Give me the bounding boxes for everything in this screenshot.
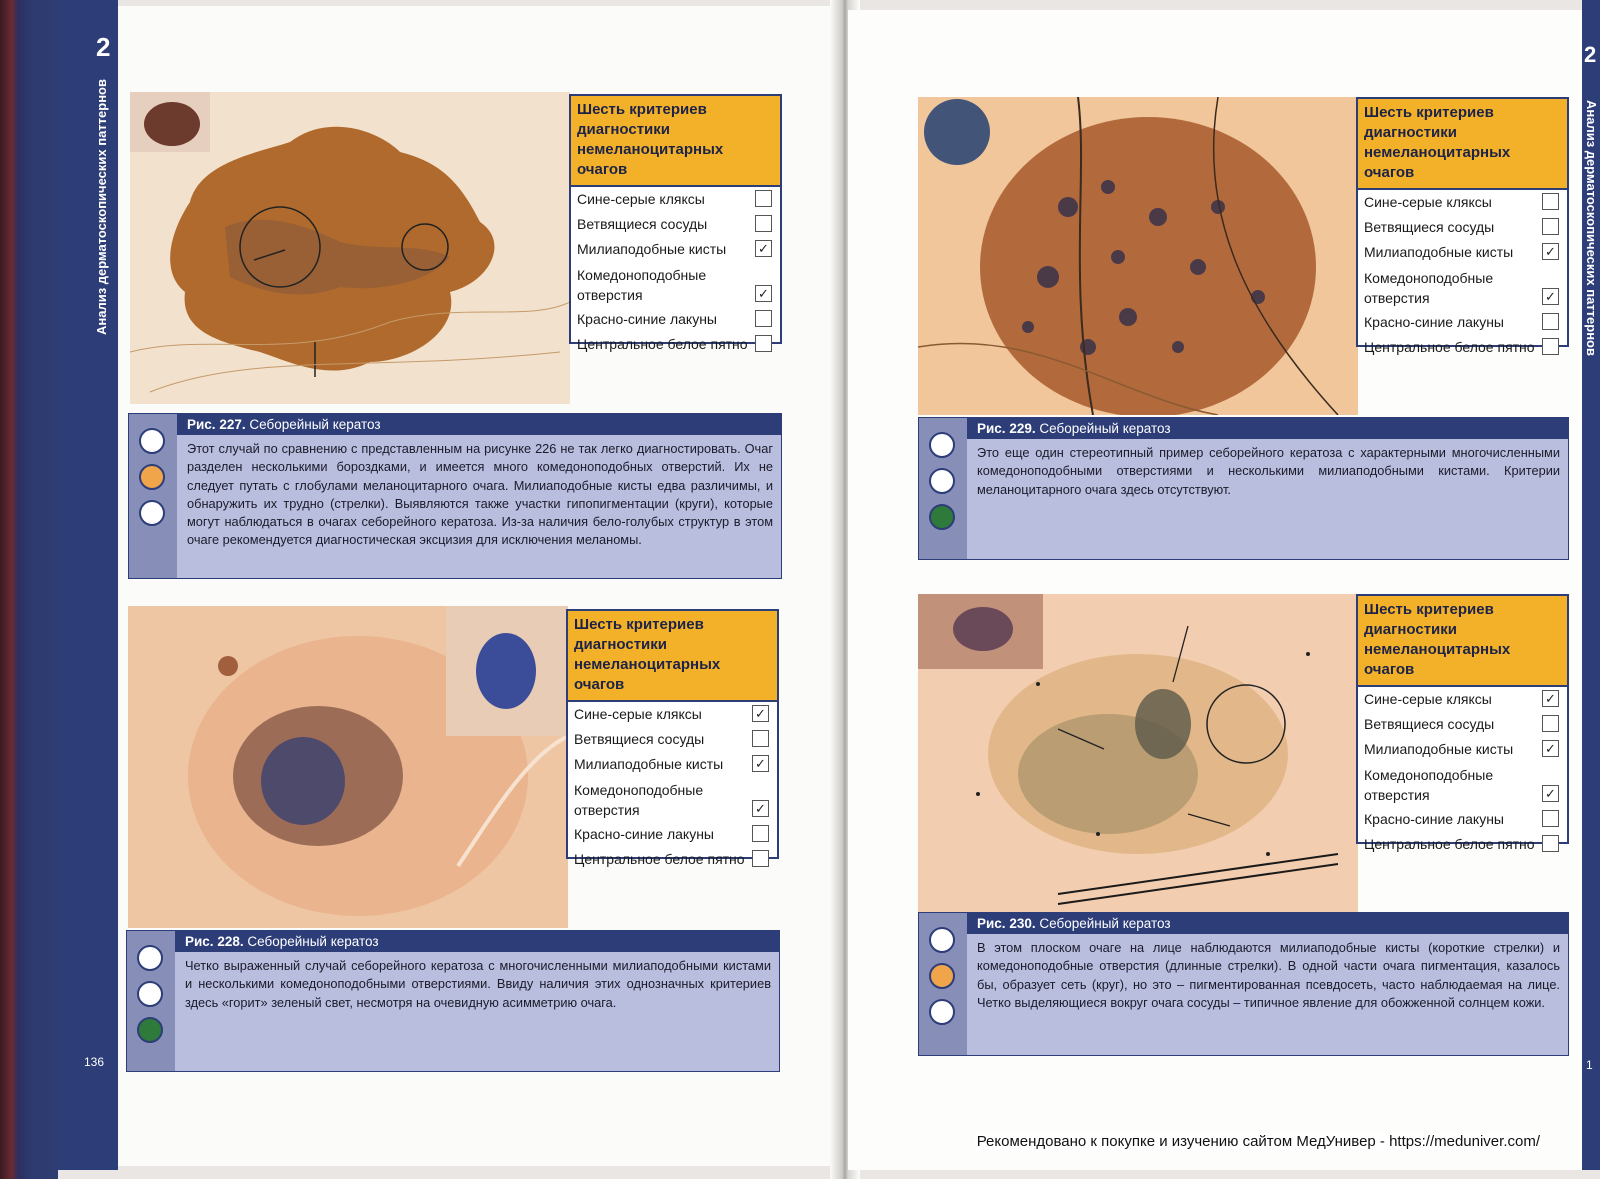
fig227-criteria-panel bbox=[569, 94, 782, 352]
empty-box-icon bbox=[755, 335, 772, 352]
fig229-photo bbox=[918, 97, 1358, 415]
criterion-row bbox=[1358, 712, 1567, 737]
criterion-label: Центральное белое пятно bbox=[574, 851, 745, 867]
criterion-label: Комедоноподобные отверстия bbox=[577, 267, 707, 303]
criterion-row bbox=[1358, 310, 1567, 335]
fig229-caption-text: Это еще один стереотипный пример себорейного кератоза с характерными многочисленными комедоноподобными отверстиями и несколькими милиаподобными кистами. Критерии меланоцитарного очага здесь отсутствуют. bbox=[977, 445, 1560, 497]
criterion-label: Ветвящиеся сосуды bbox=[1364, 219, 1495, 235]
criterion-row bbox=[1358, 215, 1567, 240]
checked-box-icon: ✓ bbox=[752, 705, 769, 722]
criterion-label: Сине-серые кляксы bbox=[574, 706, 702, 722]
criterion-label: Красно-синие лакуны bbox=[1364, 811, 1504, 827]
criterion-label: Милиаподобные кисты bbox=[1364, 244, 1514, 260]
criterion-label: Милиаподобные кисты bbox=[574, 756, 724, 772]
traffic-light-white-icon bbox=[929, 468, 955, 494]
fig230-label: Рис. 230. bbox=[977, 916, 1036, 931]
fig228-traffic-light bbox=[127, 931, 175, 1071]
fig228-criteria-panel bbox=[566, 609, 779, 867]
empty-box-icon bbox=[755, 215, 772, 232]
empty-box-icon bbox=[755, 310, 772, 327]
traffic-light-white-icon bbox=[137, 945, 163, 971]
criteria-panel-title: Шесть критериев диагностики немеланоцитарных очагов bbox=[1358, 596, 1567, 687]
criterion-row bbox=[1358, 335, 1567, 360]
left-page-number: 136 bbox=[84, 1055, 105, 1069]
fig229-criteria-panel bbox=[1356, 97, 1569, 355]
criterion-row bbox=[571, 307, 780, 332]
checked-box-icon: ✓ bbox=[1542, 288, 1559, 305]
traffic-light-white-icon bbox=[137, 981, 163, 1007]
traffic-light-green-icon bbox=[929, 504, 955, 530]
criterion-label: Сине-серые кляксы bbox=[1364, 194, 1492, 210]
criteria-panel-title: Шесть критериев диагностики немеланоцитарных очагов bbox=[1358, 99, 1567, 190]
criterion-label: Ветвящиеся сосуды bbox=[1364, 716, 1495, 732]
fig230-caption-text: В этом плоском очаге на лице наблюдаются милиаподобные кисты (короткие стрелки) и комедоноподобные отверстия (длинные стрелки). В одной части очага пигментация, казалось бы, образует сеть (круг), но это – пигментированная псевдосеть, часто наблюдаемая на лице. Четко выделяющиеся вокруг очага сосуды – типичное явление для обожженной солнцем кожи. bbox=[977, 940, 1560, 1010]
fig228-title-text: Себорейный кератоз bbox=[247, 934, 379, 949]
right-page-number: 1 bbox=[1586, 1058, 1593, 1072]
book-edge bbox=[0, 0, 58, 1179]
fig229-traffic-light bbox=[919, 418, 967, 559]
fig227-title bbox=[177, 414, 781, 435]
criterion-row bbox=[571, 332, 780, 357]
criterion-row bbox=[571, 237, 780, 262]
criterion-label: Сине-серые кляксы bbox=[1364, 691, 1492, 707]
criterion-row bbox=[568, 752, 777, 777]
criterion-row bbox=[571, 262, 780, 307]
criterion-row bbox=[568, 847, 777, 872]
fig230-criteria-panel bbox=[1356, 594, 1569, 852]
fig227-title-text: Себорейный кератоз bbox=[249, 417, 381, 432]
criteria-panel-title: Шесть критериев диагностики немеланоцитарных очагов bbox=[568, 611, 777, 702]
criterion-row bbox=[1358, 832, 1567, 857]
empty-box-icon bbox=[755, 190, 772, 207]
checked-box-icon: ✓ bbox=[1542, 243, 1559, 260]
traffic-light-white-icon bbox=[929, 432, 955, 458]
empty-box-icon bbox=[1542, 810, 1559, 827]
fig230-photo bbox=[918, 594, 1358, 912]
criterion-label: Милиаподобные кисты bbox=[1364, 741, 1514, 757]
section-title-right: Анализ дерматоскопических паттернов bbox=[1584, 100, 1599, 356]
criterion-label: Комедоноподобные отверстия bbox=[574, 782, 704, 818]
criterion-label: Красно-синие лакуны bbox=[577, 311, 717, 327]
chapter-number: 2 bbox=[96, 32, 111, 62]
criterion-label: Сине-серые кляксы bbox=[577, 191, 705, 207]
section-title-left: Анализ дерматоскопических паттернов bbox=[94, 79, 109, 335]
criterion-row bbox=[1358, 265, 1567, 310]
fig229-title-text: Себорейный кератоз bbox=[1039, 421, 1171, 436]
fig228-caption-block bbox=[126, 930, 780, 1072]
chapter-tab-left bbox=[58, 0, 118, 1170]
criterion-label: Ветвящиеся сосуды bbox=[577, 216, 708, 232]
criterion-row bbox=[571, 212, 780, 237]
fig229-criteria-list bbox=[1358, 190, 1567, 360]
criterion-label: Милиаподобные кисты bbox=[577, 241, 727, 257]
empty-box-icon bbox=[1542, 835, 1559, 852]
traffic-light-white-icon bbox=[139, 428, 165, 454]
criterion-label: Красно-синие лакуны bbox=[574, 826, 714, 842]
checked-box-icon: ✓ bbox=[1542, 690, 1559, 707]
checked-box-icon: ✓ bbox=[752, 800, 769, 817]
empty-box-icon bbox=[752, 850, 769, 867]
fig227-caption-block bbox=[128, 413, 782, 579]
checked-box-icon: ✓ bbox=[752, 755, 769, 772]
fig229-label: Рис. 229. bbox=[977, 421, 1036, 436]
traffic-light-white-icon bbox=[139, 500, 165, 526]
empty-box-icon bbox=[752, 730, 769, 747]
checked-box-icon: ✓ bbox=[1542, 740, 1559, 757]
fig230-criteria-list bbox=[1358, 687, 1567, 857]
criterion-label: Центральное белое пятно bbox=[577, 336, 748, 352]
traffic-light-white-icon bbox=[929, 927, 955, 953]
fig230-title bbox=[967, 913, 1568, 934]
criterion-row bbox=[1358, 737, 1567, 762]
fig227-criteria-list bbox=[571, 187, 780, 357]
empty-box-icon bbox=[1542, 193, 1559, 210]
fig227-caption-text: Этот случай по сравнению с представленным на рисунке 226 не так легко диагностировать. Очаг разделен несколькими бороздками, и имеется много комедоноподобных отверстий. Их не следует путать с глобулами меланоцитарного очага. Милиаподобные кисты едва различимы, и обнаружить их трудно (стрелки). Выявляются также участки гипопигментации (круги), которые могут наблюдаться в очагах себорейного кератоза. Из-за наличия бело-голубых структур в этом очаге рекомендуется диагностическая эксцизия для исключения меланомы. bbox=[187, 441, 773, 548]
criterion-label: Комедоноподобные отверстия bbox=[1364, 767, 1494, 803]
empty-box-icon bbox=[1542, 338, 1559, 355]
criterion-row bbox=[1358, 687, 1567, 712]
criterion-row bbox=[571, 187, 780, 212]
checked-box-icon: ✓ bbox=[755, 240, 772, 257]
fig228-criteria-list bbox=[568, 702, 777, 872]
criterion-row bbox=[1358, 762, 1567, 807]
criterion-row bbox=[1358, 190, 1567, 215]
watermark-text: Рекомендовано к покупке и изучению сайтом МедУнивер - https://meduniver.com/ bbox=[976, 1133, 1540, 1150]
criterion-row bbox=[568, 822, 777, 847]
fig229-title bbox=[967, 418, 1568, 439]
fig230-caption-block bbox=[918, 912, 1569, 1056]
fig227-label: Рис. 227. bbox=[187, 417, 246, 432]
criterion-row bbox=[1358, 240, 1567, 265]
traffic-light-white-icon bbox=[929, 999, 955, 1025]
criterion-row bbox=[568, 727, 777, 752]
fig230-title-text: Себорейный кератоз bbox=[1039, 916, 1171, 931]
criterion-label: Красно-синие лакуны bbox=[1364, 314, 1504, 330]
criterion-label: Центральное белое пятно bbox=[1364, 339, 1535, 355]
traffic-light-green-icon bbox=[137, 1017, 163, 1043]
fig228-caption-text: Четко выраженный случай себорейного кератоза с многочисленными милиаподобными кистами и несколькими комедоноподобными отверстиями. Ввиду наличия этих однозначных критериев здесь «горит» зеленый свет, несмотря на очевидную асимметрию очага. bbox=[185, 958, 771, 1010]
empty-box-icon bbox=[752, 825, 769, 842]
fig228-photo bbox=[128, 606, 568, 928]
checked-box-icon: ✓ bbox=[1542, 785, 1559, 802]
criterion-label: Комедоноподобные отверстия bbox=[1364, 270, 1494, 306]
fig227-traffic-light bbox=[129, 414, 177, 578]
traffic-light-orange-icon bbox=[929, 963, 955, 989]
fig228-label: Рис. 228. bbox=[185, 934, 244, 949]
empty-box-icon bbox=[1542, 313, 1559, 330]
criterion-row bbox=[1358, 807, 1567, 832]
chapter-tab-right bbox=[1582, 0, 1600, 1170]
criterion-row bbox=[568, 702, 777, 727]
fig230-traffic-light bbox=[919, 913, 967, 1055]
empty-box-icon bbox=[1542, 715, 1559, 732]
fig227-photo bbox=[130, 92, 570, 404]
criteria-panel-title: Шесть критериев диагностики немеланоцитарных очагов bbox=[571, 96, 780, 187]
chapter-number-right: 2 bbox=[1584, 42, 1597, 67]
traffic-light-orange-icon bbox=[139, 464, 165, 490]
criterion-label: Ветвящиеся сосуды bbox=[574, 731, 705, 747]
criterion-label: Центральное белое пятно bbox=[1364, 836, 1535, 852]
checked-box-icon: ✓ bbox=[755, 285, 772, 302]
empty-box-icon bbox=[1542, 218, 1559, 235]
fig229-caption-block bbox=[918, 417, 1569, 560]
criterion-row bbox=[568, 777, 777, 822]
fig228-title bbox=[175, 931, 779, 952]
